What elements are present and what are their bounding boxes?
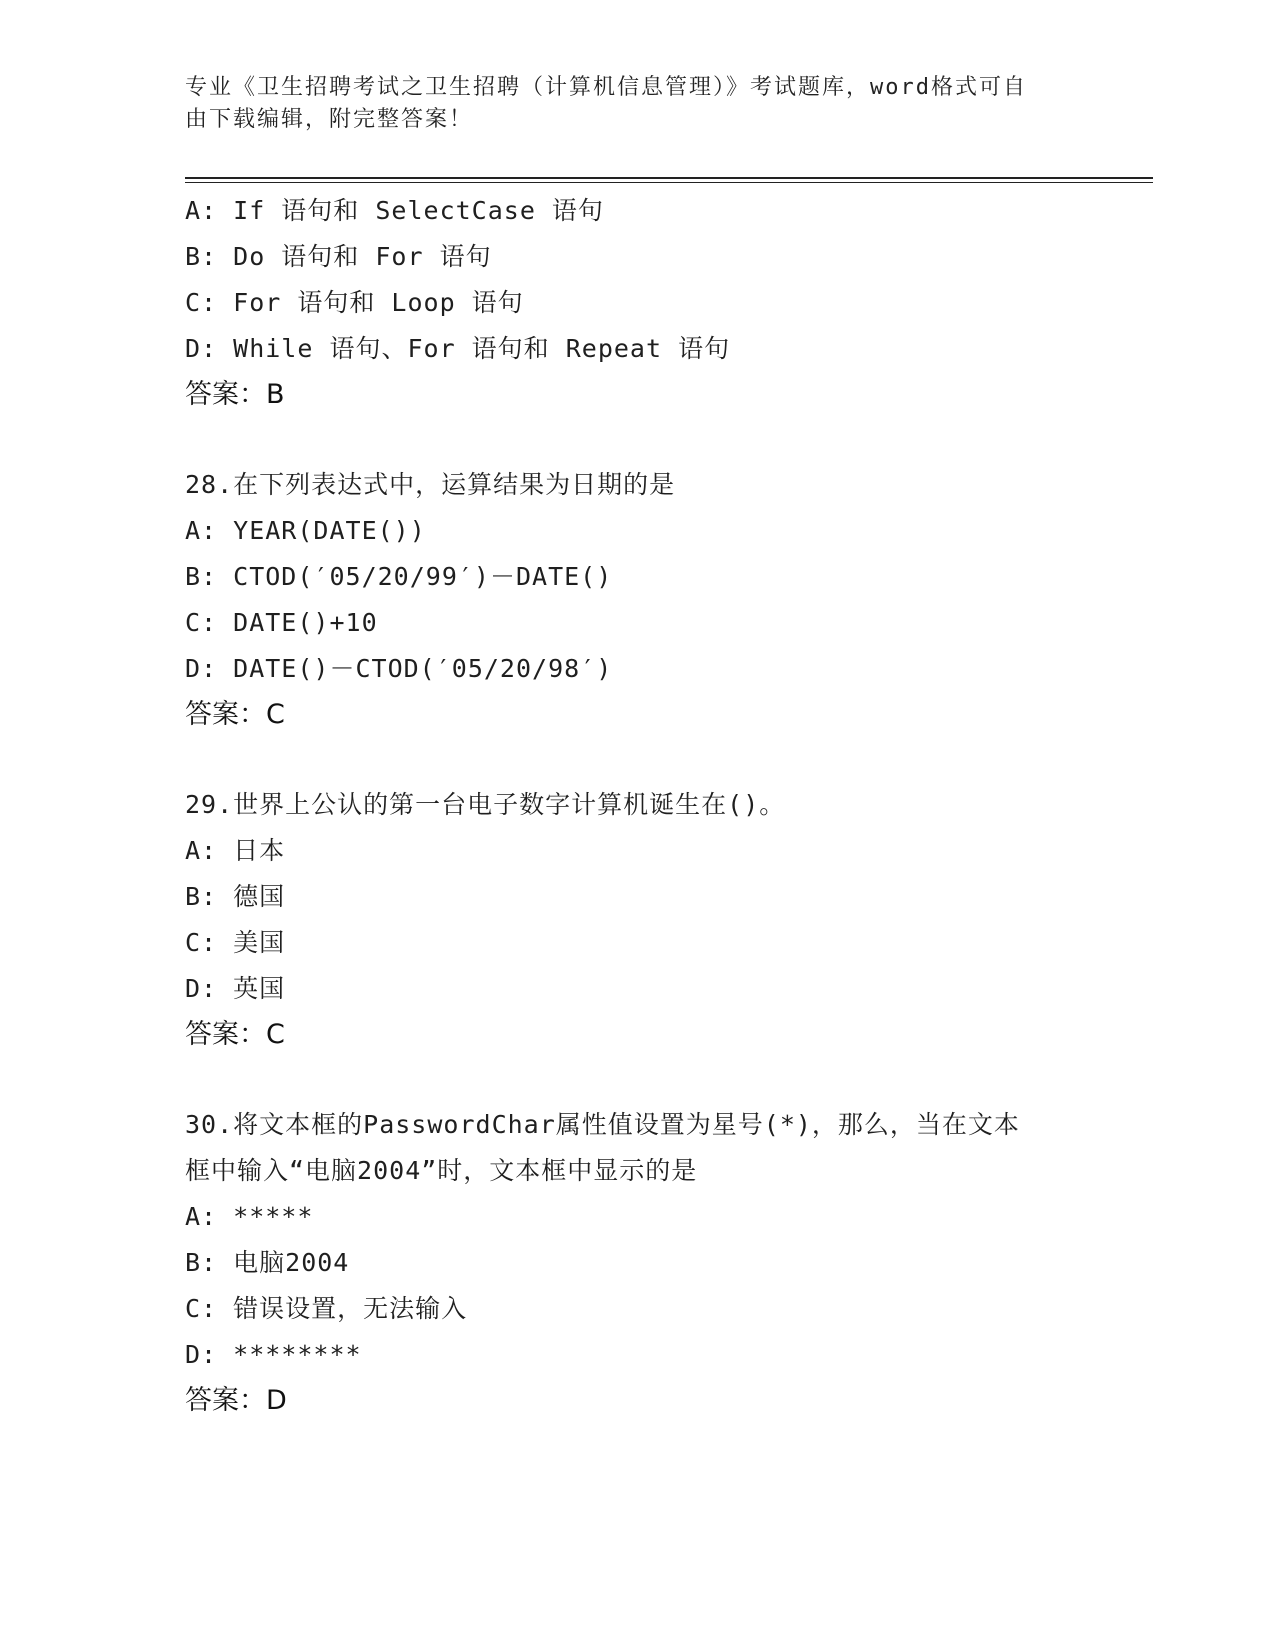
option-b: B: 电脑2004 (185, 1248, 350, 1277)
question-stem: 28.在下列表达式中，运算结果为日期的是 (185, 470, 676, 499)
question-30 (185, 1102, 1085, 1424)
header-line-2: 由下载编辑，附完整答案！ (185, 107, 474, 132)
option-a: A: If 语句和 SelectCase 语句 (185, 196, 604, 225)
option-c: C: DATE()+10 (185, 608, 378, 637)
question-stem-line-2: 框中输入“电脑2004”时，文本框中显示的是 (185, 1156, 698, 1185)
question-29 (185, 782, 1085, 1058)
option-d: D: While 语句、For 语句和 Repeat 语句 (185, 334, 731, 363)
option-a: A: 日本 (185, 836, 286, 865)
option-d: D: ******** (185, 1340, 362, 1369)
option-d: D: 英国 (185, 974, 286, 1003)
question-stem: 29.世界上公认的第一台电子数字计算机诞生在()。 (185, 790, 786, 819)
option-b: B: CTOD(′05/20/99′)－DATE() (185, 562, 613, 591)
answer: 答案：C (185, 699, 285, 730)
header-divider-thin (185, 182, 1153, 183)
header-line-1: 专业《卫生招聘考试之卫生招聘（计算机信息管理）》考试题库，word格式可自 (185, 75, 1027, 100)
option-c: C: For 语句和 Loop 语句 (185, 288, 524, 317)
spacer (185, 418, 1085, 462)
question-stem-line-1: 30.将文本框的PasswordChar属性值设置为星号(*)，那么，当在文本 (185, 1110, 1020, 1139)
option-b: B: Do 语句和 For 语句 (185, 242, 492, 271)
option-b: B: 德国 (185, 882, 286, 911)
option-a: A: ***** (185, 1202, 314, 1231)
answer: 答案：B (185, 379, 285, 410)
option-d: D: DATE()－CTOD(′05/20/98′) (185, 654, 613, 683)
question-list (185, 188, 1085, 1424)
header-divider-thick (185, 177, 1153, 179)
option-a: A: YEAR(DATE()) (185, 516, 426, 545)
option-c: C: 错误设置，无法输入 (185, 1294, 468, 1323)
answer: 答案：C (185, 1019, 285, 1050)
question-28 (185, 462, 1085, 738)
document-header (185, 72, 1085, 136)
option-c: C: 美国 (185, 928, 286, 957)
question-27 (185, 188, 1085, 418)
answer: 答案：D (185, 1385, 287, 1416)
spacer (185, 738, 1085, 782)
spacer (185, 1058, 1085, 1102)
